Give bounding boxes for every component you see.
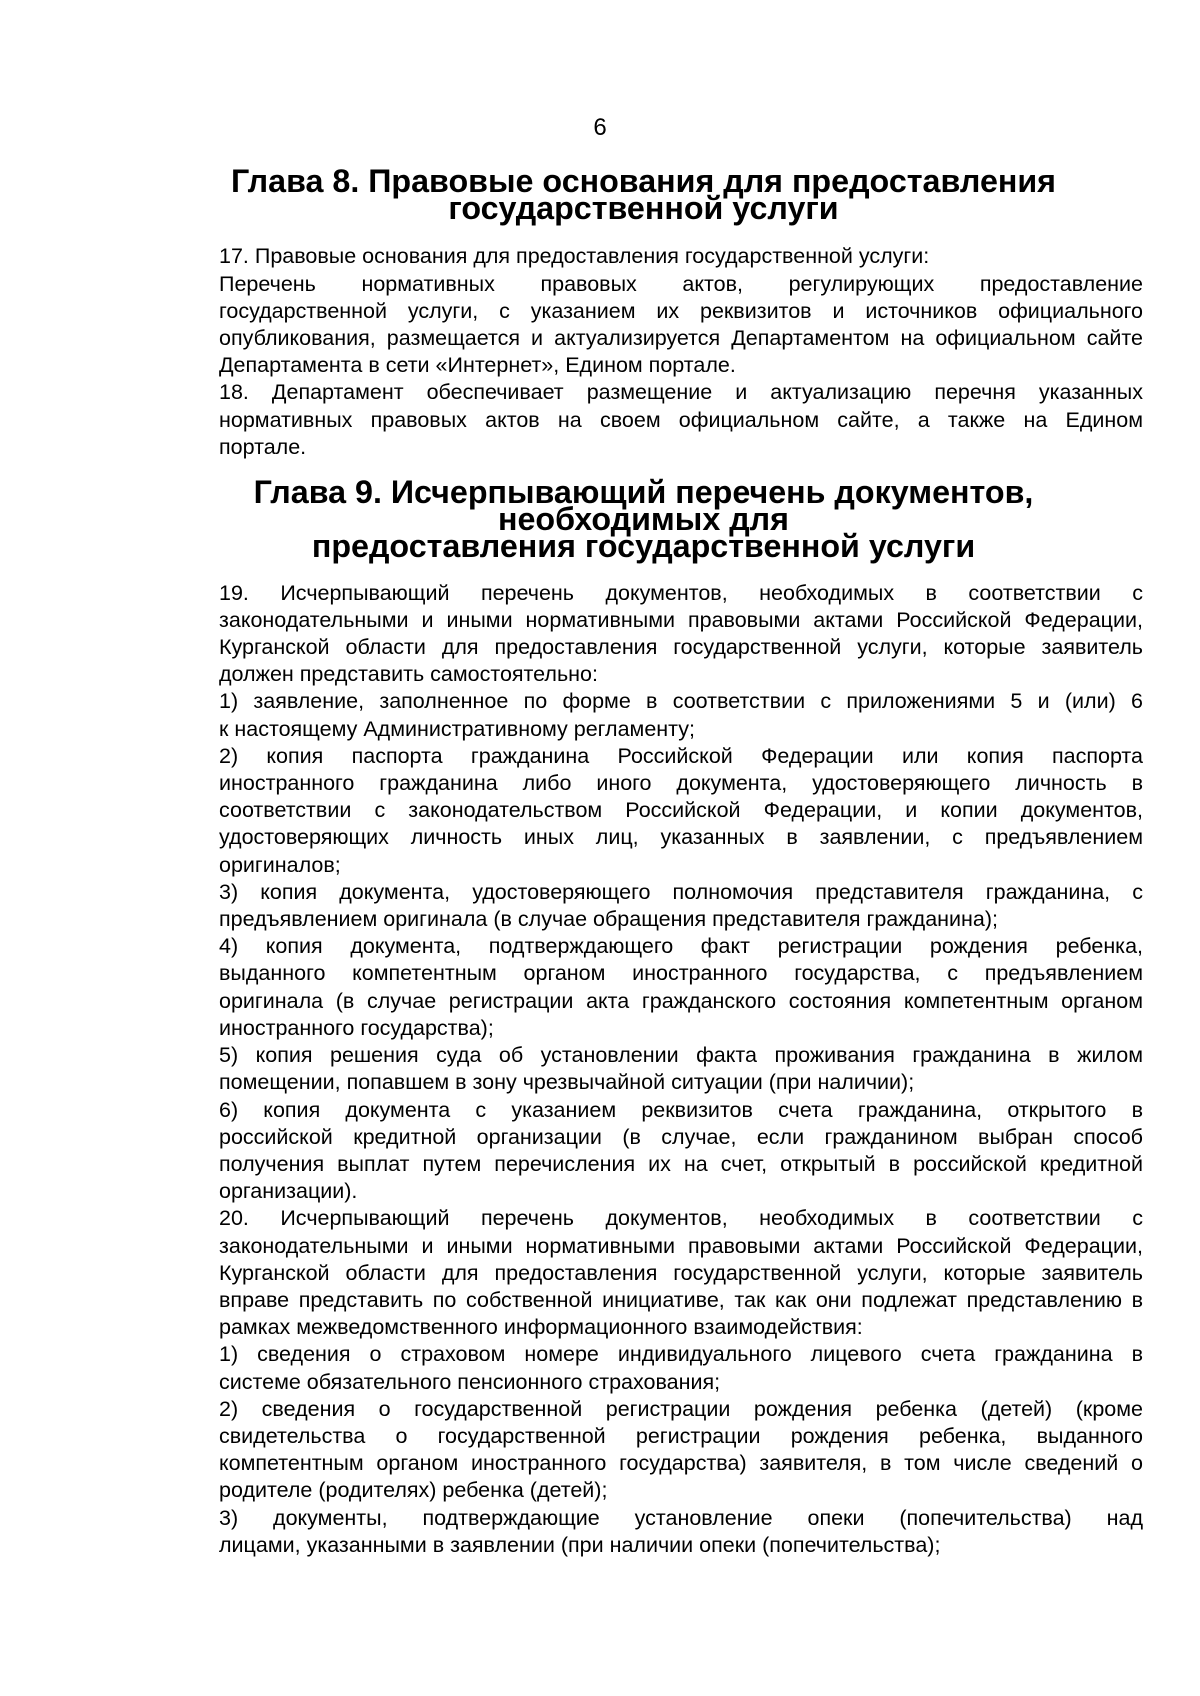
paragraph-line: 18. Департамент обеспечивает размещение и актуализацию перечня указанных — [219, 380, 1143, 405]
paragraph — [144, 1205, 1143, 1341]
paragraph-line: должен представить самостоятельно: — [219, 662, 598, 687]
paragraph-line: лицами, указанными в заявлении (при наличии опеки (попечительства); — [219, 1532, 941, 1557]
paragraph-line: российской кредитной организации (в случае, если гражданином выбран способ — [219, 1124, 1143, 1149]
chapter-9-body — [144, 580, 1143, 1559]
paragraph-line: 17. Правовые основания для предоставления государственной услуги: — [219, 244, 930, 269]
paragraph — [144, 1341, 1143, 1395]
paragraph-line: 2) копия паспорта гражданина Российской Федерации или копия паспорта — [219, 743, 1143, 768]
paragraph — [144, 879, 1143, 933]
paragraph-line: 1) сведения о страховом номере индивидуального лицевого счета гражданина в — [219, 1342, 1143, 1367]
paragraph-line: удостоверяющих личность иных лиц, указанных в заявлении, с предъявлением — [219, 825, 1143, 850]
document-body — [144, 163, 1143, 1559]
paragraph — [144, 743, 1143, 879]
paragraph-line: рамках межведомственного информационного взаимодействия: — [219, 1315, 863, 1340]
paragraph — [144, 243, 1143, 270]
paragraph-line: государственной услуги, с указанием их реквизитов и источников официального — [219, 298, 1143, 323]
paragraph-line: соответствии с законодательством Российской Федерации, и копии документов, — [219, 798, 1143, 823]
paragraph — [144, 1042, 1143, 1096]
paragraph-line: портале. — [219, 434, 307, 459]
paragraph-line: помещении, попавшем в зону чрезвычайной ситуации (при наличии); — [219, 1070, 915, 1095]
chapter-8-body — [144, 243, 1143, 461]
paragraph-line: Курганской области для предоставления государственной услуги, которые заявитель — [219, 635, 1143, 660]
paragraph — [144, 688, 1143, 742]
paragraph-line: Курганской области для предоставления государственной услуги, которые заявитель — [219, 1260, 1143, 1285]
paragraph-line: законодательными и иными нормативными правовыми актами Российской Федерации, — [219, 607, 1143, 632]
paragraph-line: 2) сведения о государственной регистрации рождения ребенка (детей) (кроме — [219, 1396, 1143, 1421]
paragraph-line: вправе представить по собственной инициативе, так как они подлежат представлению в — [219, 1287, 1143, 1312]
paragraph-line: компетентным органом иностранного государства) заявителя, в том числе сведений о — [219, 1451, 1143, 1476]
paragraph-line: предъявлением оригинала (в случае обращения представителя гражданина); — [219, 907, 998, 932]
paragraph — [144, 580, 1143, 689]
page-number: 6 — [593, 114, 607, 141]
paragraph — [144, 271, 1143, 380]
paragraph-line: 3) копия документа, удостоверяющего полномочия представителя гражданина, с — [219, 879, 1143, 904]
paragraph-line: получения выплат путем перечисления их на счет, открытый в российской кредитной — [219, 1151, 1143, 1176]
paragraph-line: 3) документы, подтверждающие установление опеки (попечительства) над — [219, 1505, 1143, 1530]
paragraph — [144, 1097, 1143, 1206]
paragraph — [144, 1396, 1143, 1505]
chapter-title-line: Глава 9. Исчерпывающий перечень документов, необходимых для — [253, 474, 1034, 538]
paragraph-line: 4) копия документа, подтверждающего факт регистрации рождения ребенка, — [219, 934, 1143, 959]
paragraph-line: к настоящему Административному регламенту; — [219, 716, 695, 741]
paragraph-line: 6) копия документа с указанием реквизитов счета гражданина, открытого в — [219, 1097, 1143, 1122]
paragraph-line: системе обязательного пенсионного страхования; — [219, 1369, 721, 1394]
chapter-title-line: Глава 8. Правовые основания для предоставления государственной услуги — [230, 163, 1057, 227]
paragraph-line: организации). — [219, 1179, 358, 1204]
paragraph-line: выданного компетентным органом иностранного государства, с предъявлением — [219, 961, 1143, 986]
paragraph-line: 1) заявление, заполненное по форме в соответствии с приложениями 5 и (или) 6 — [219, 689, 1143, 714]
paragraph-line: Департамента в сети «Интернет», Едином портале. — [219, 353, 736, 378]
paragraph — [144, 379, 1143, 461]
paragraph-line: законодательными и иными нормативными правовыми актами Российской Федерации, — [219, 1233, 1143, 1258]
paragraph-line: Перечень нормативных правовых актов, регулирующих предоставление — [219, 271, 1143, 296]
chapter-8-title — [144, 163, 1143, 227]
paragraph-line: родителе (родителях) ребенка (детей); — [219, 1478, 608, 1503]
paragraph-line: иностранного государства); — [219, 1015, 494, 1040]
paragraph-line: оригинала (в случае регистрации акта гражданского состояния компетентным органом — [219, 988, 1143, 1013]
paragraph-line: 19. Исчерпывающий перечень документов, необходимых в соответствии с — [219, 580, 1143, 605]
paragraph — [144, 933, 1143, 1042]
paragraph-line: опубликования, размещается и актуализируется Департаментом на официальном сайте — [219, 326, 1143, 351]
chapter-title-line: предоставления государственной услуги — [311, 528, 976, 565]
paragraph-line: иностранного гражданина либо иного документа, удостоверяющего личность в — [219, 771, 1143, 796]
paragraph-line: 5) копия решения суда об установлении факта проживания гражданина в жилом — [219, 1043, 1143, 1068]
paragraph — [144, 1505, 1143, 1559]
chapter-9-title — [144, 474, 1143, 565]
paragraph-line: оригиналов; — [219, 852, 341, 877]
paragraph-line: 20. Исчерпывающий перечень документов, необходимых в соответствии с — [219, 1206, 1143, 1231]
paragraph-line: нормативных правовых актов на своем официальном сайте, а также на Едином — [219, 407, 1143, 432]
paragraph-line: свидетельства о государственной регистрации рождения ребенка, выданного — [219, 1423, 1143, 1448]
